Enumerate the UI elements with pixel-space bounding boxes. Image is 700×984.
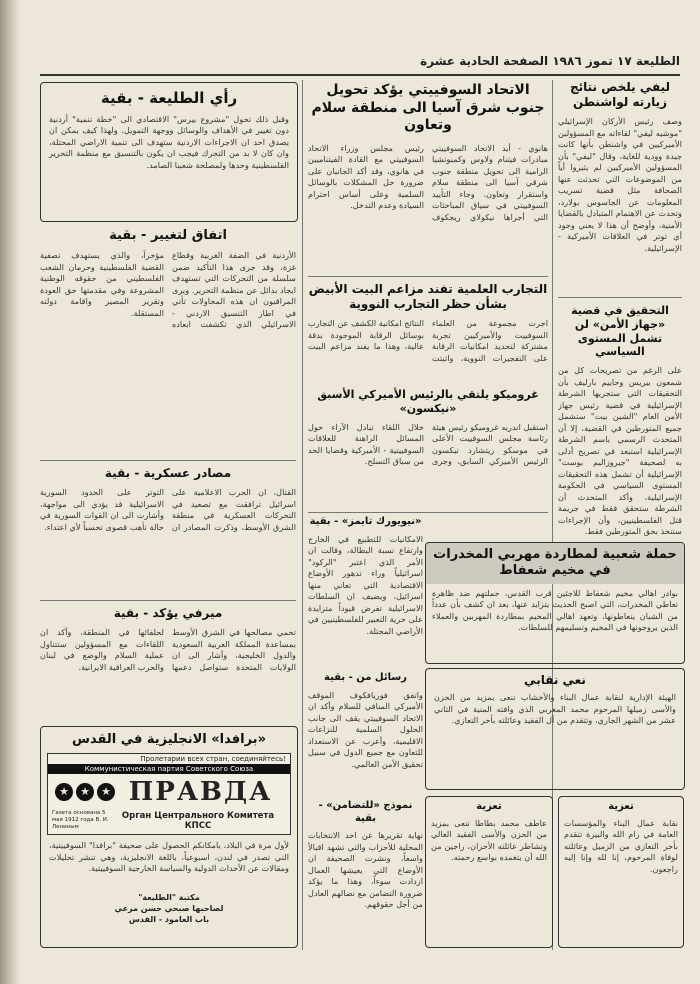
article-body: الأردنية في الضفة الغربية وقطاع غزة، وقد جرى هذا التأكيد ضمن سلسلة من التحركات التي تستهدف ايجاد بدائل عن منظمة التحرير. ويرى المراقبون ان هذه المحاولات تأتي في اطار التنسيق الاردني - الاسرائيلي الذي تكشفت ابعاده مؤخراً، والذي يستهدف تصفية القضية الفلسطينية وحرمان الشعب الفلسطيني من حقوقه الوطنية المشروعة وفي مقدمتها حق العودة وتقرير المصير واقامة دولته المستقلة. (40, 250, 296, 330)
notice-body: عاطف محمد بطاطا تنعى بمزيد من الحزن والأسى الفقيد الغالي وتشاطر عائلته الأحزان، راجين من الله أن يتغمده بواسع رحمته. (431, 817, 547, 862)
article-body: على الرغم من تصريحات كل من شمعون بيريس وحاييم بارليف بأن التحقيقات التي ستجريها الشرطة الإسرائيلية في قضية رئيس جهاز الأمن العام "الشين بيت" ستشمل جميع المتورطين في القضية، إلا أن المتحدث الرسمي باسم الشرطة الإسرائيلية استبعد في تصريح أدلى به لصحيفة "جيروزاليم بوست" الإسرائيلية أن تشمل هذه التحقيقات المستوى السياسي في الحكومة الإسرائيلية، وأكد المتحدث أن الشرطة ستحقق فقط في جريمة قتل الفلسطينيين، وأن الإجراءات ستتخذ بحق المتورطين فقط. (558, 365, 682, 536)
right-column (558, 80, 682, 580)
condolence-box (425, 796, 553, 948)
campaign-article (425, 542, 685, 664)
article-body: واتفق فوريافكوف الموقف الأميركي المنافي للسلام وأكد ان الاتحاد السوفييتي يقف الى جانب الحلول السلمية للنزاعات الاقليمية، وأعرب عن الاستعداد للتعاون مع جميع الدول في سبيل تحقيق الأمن العالمي. (308, 689, 423, 769)
pravda-logo: ПРАВДА (128, 777, 273, 808)
order-medal-icon: ★ (97, 783, 115, 801)
agreement-article (40, 228, 296, 453)
science-article (308, 282, 548, 382)
bookstore-owner: لصاحبها صبحي حسن مرعي (114, 904, 224, 914)
article-body: بوادر اهالي مخيم شعفاط للاجئين قرب القدس، حملتهم ضد ظاهرة تعاطي المخدرات، التي اصبح الحديث يتزايد عنها، بعد ان كشف بأن عدداً من الشبان يتعاطونها، وتعهد اهالي المخيم بمطاردة المهربين والعملاء الذين يروجونها في المخيم وتسليمهم للسلطات. (432, 587, 678, 632)
military-article (40, 466, 296, 596)
order-medal-icon: ★ (55, 783, 73, 801)
editorial-box (40, 82, 298, 222)
article-title: رسائل من - بقية (324, 672, 407, 683)
pravda-party-line: Коммунистическая партия Советского Союза (48, 764, 290, 774)
page-binding-edge (0, 0, 20, 984)
article-body: تحمي مصالحها في الشرق الأوسط بمساعدة المملكة العربية السعودية والدول الخليجية، وأشار الى ان الولايات المتحدة ستواصل دعمها لحلفائها في المنطقة، وأكد ان اللقاءات مع المسؤولين ستتناول عملية السلام والوضع في لبنان والحرب العراقية الايرانية. (40, 627, 296, 672)
murphy-article (40, 606, 296, 716)
article-title: التجارب العلمية تفند مزاعم البيت الأبيض بشأن حظر التجارب النووية (308, 282, 548, 311)
middle-lead-article (308, 82, 548, 272)
article-body: اجرت مجموعة من العلماء السوفييت والأميركيين تجربة مشتركة لتحديد امكانيات الرقابة على التفجيرات النووية، واثبتت النتائج امكانية الكشف عن التجارب بوسائل الرقابة الموجودة بدقة عالية، وهذا ما يفند مزاعم البيت (308, 318, 548, 363)
notice-body: نقابة عمال البناء والمؤسسات العامة في رام الله والبيرة تتقدم بأحر التعازي من الزميل وعائلته لوفاة المرحوم، إنا لله وإنا إليه راجعون. (564, 817, 678, 874)
article-body: الامكانيات للتطبيع في الخارج وارتفاع نسبة البطالة، وقالت ان الأمر الذي اعتبر "الركود" اسرائيلياً وراء تدهور الأوضاع الاقتصادية التي تعاني منها اسرائيل، ويضيف ان السلطات الاسرائيلية تفرض قيوداً متزايدة على حرية التعبير للفلسطينيين في الأراضي المحتلة. (308, 533, 423, 636)
bookstore-name: مكتبة "الطليعة" (138, 893, 200, 903)
article-title: حملة شعبية لمطاردة مهربي المخدرات في مخيم شعفاط (426, 543, 684, 584)
pravda-organ: Орган Центрального Комитета КПСС (121, 810, 275, 831)
notice-title: نعي نقابي (524, 673, 586, 687)
pravda-founded: Газета основана 5 мая 1912 года В. И. Лениным (52, 810, 109, 831)
column-divider (302, 80, 303, 950)
article-body: نهاية تقريرها عن احد الانتخابات المحلية للأحزاب والتي تشهد اقبالاً واسعاً، ونشرت الصحيفة ان الأوضاع التي يعيشها العمال ازدادت سوءاً، وهذا ما يؤكد ضرورة التضامن مع نضالهم العادل من أجل حقوقهم. (308, 830, 423, 909)
gromyko-article (308, 388, 548, 508)
article-body: استقبل اندريه غروميكو رئيس هيئة رئاسة مجلس السوفييت الأعلى في موسكو ريتشارد نيكسون الرئيس الأميركي السابق، وجرى خلال اللقاء تبادل الآراء حول المسائل الراهنة للعلاقات السوفييتية - الأميركية وقضايا الحد من سباق التسلح. (308, 421, 548, 466)
condolence-box (558, 796, 684, 948)
article-title: غروميكو يلتقي بالرئيس الأميركي الأسبق «نيكسون» (317, 388, 539, 415)
article-title: رأي الطليعة - بقية (100, 89, 238, 107)
order-medal-icon: ★ (76, 783, 94, 801)
union-notice-box (425, 668, 685, 790)
article-title: مصادر عسكرية - بقية (104, 466, 232, 480)
bookstore-address: باب العامود - القدس (128, 915, 210, 925)
article-body: وصف رئيس الأركان الإسرائيلي "موشيه ليفي" لقاءاته مع المسؤولين الأميركيين في واشنطن بأنها كانت جيدة وودية للغاية، وقال "ليفي" بأن المسؤولين الأميركيين لم يثيروا أياً من الموضوعات التي تحدثت عنها الصحافة مثل قضية تسريب المعلومات عن الجاسوس بولارد، وتحدث عن الاهتمام المتبادل بالقضايا الأمنية، وأوضح أن هذا لا يعني وجود أي توتر في العلاقات الأميركية - الإسرائيلية. (558, 116, 682, 253)
notice-title: تعزية (608, 801, 634, 812)
article-title: نموذج «للتضامن» - بقية (318, 800, 413, 824)
pravda-orders (52, 783, 115, 801)
article-title: ليفي يلخص نتائج زيارته لواشنطن (569, 80, 671, 109)
article-title: الاتحاد السوفييتي يؤكد تحويل جنوب شرق آسيا الى منطقة سلام وتعاون (311, 82, 545, 133)
article-title: التحقيق في قضية «جهاز الأمن» لن تشمل المستوى السياسي (571, 304, 669, 359)
bookstore-info (41, 892, 297, 925)
article-body: القتال، ان الحرب الاعلامية على اسرائيل ترافقت مع تصعيد في التحركات العسكرية في منطقة الشرق الأوسط، وذكرت المصادر ان التوتر على الحدود السورية الاسرائيلية قد يؤدي الى مواجهة، وأشارت الى ان القوات السورية في حالة تأهب قصوى تحسباً لأي اعتداء. (40, 487, 296, 532)
solidarity-article (308, 800, 423, 945)
advert-title: «برافدا» الانجليزية في القدس (72, 732, 266, 747)
pravda-tagline: Пролетарии всех стран, соединяйтесь! (140, 755, 286, 764)
article-title: «نيويورك تايمز» - بقية (309, 516, 422, 527)
article-title: اتفاق لتغيير - بقية (109, 228, 227, 243)
notice-title: تعزية (476, 801, 502, 812)
pravda-masthead (47, 753, 291, 835)
article-body: وقبل ذلك تحول "مشروع بيرس" الاقتصادي الى "خطة تنمية" أردنية دون تغيير في الأهداف والوسائل ووجهة التمويل. ولهذا كيف يمكن ان يصدق احد ان الاجراءات الاردنية ستهدف الى تنمية الاراضي المحتلة، وان كان لا بد من التحرك فيجب ان يكون بالتنسيق مع منظمة التحرير الفلسطينية وحدها ولمصلحة شعبنا الصامد. (49, 113, 289, 170)
letters-article (308, 672, 423, 792)
nyt-article (308, 516, 423, 666)
advert-body: لأول مرة في البلاد، بامكانكم الحصول على صحيفة "برافدا" السوفييتية، التي تصدر في لندن، اسبوعياً، باللغة الانجليزية، وهي تنشر تحليلات ومقالات عن الأحداث الدولية والسياسة الخارجية السوفييتية. (49, 840, 289, 874)
article-title: ميرفي يؤكد - بقية (113, 606, 223, 620)
notice-body: الهيئة الإدارية لنقابة عمال البناء والأخشاب تنعى بمزيد من الحزن والأسى زميلها المرحوم محمد المغربي الذي وافته المنية في الثاني عشر من الشهر الجاري، وتتقدم من آل الفقيد وعائلته بأحر التعازي. (434, 692, 676, 725)
pravda-advert (40, 726, 298, 948)
article-body: هانوي - أيد الاتحاد السوفييتي مبادرات فيتنام ولاوس وكمبوتشيا الرامية الى تحويل منطقة جنوب شرقي آسيا الى منطقة سلام واستقرار وتعاون. وجاء التأييد السوفييتي في سياق المباحثات التي أجراها نيكولاي ريجكوف رئيس مجلس وزراء الاتحاد السوفييتي مع القادة الفيتناميين في هانوي، وقد أكد الجانبان على ضرورة حل المشكلات بالوسائل السلمية وعلى أساس احترام السيادة وعدم التدخل. (308, 142, 548, 222)
page-header: الطليعة ١٧ تموز ١٩٨٦ الصفحة الحادية عشرة (40, 54, 680, 76)
